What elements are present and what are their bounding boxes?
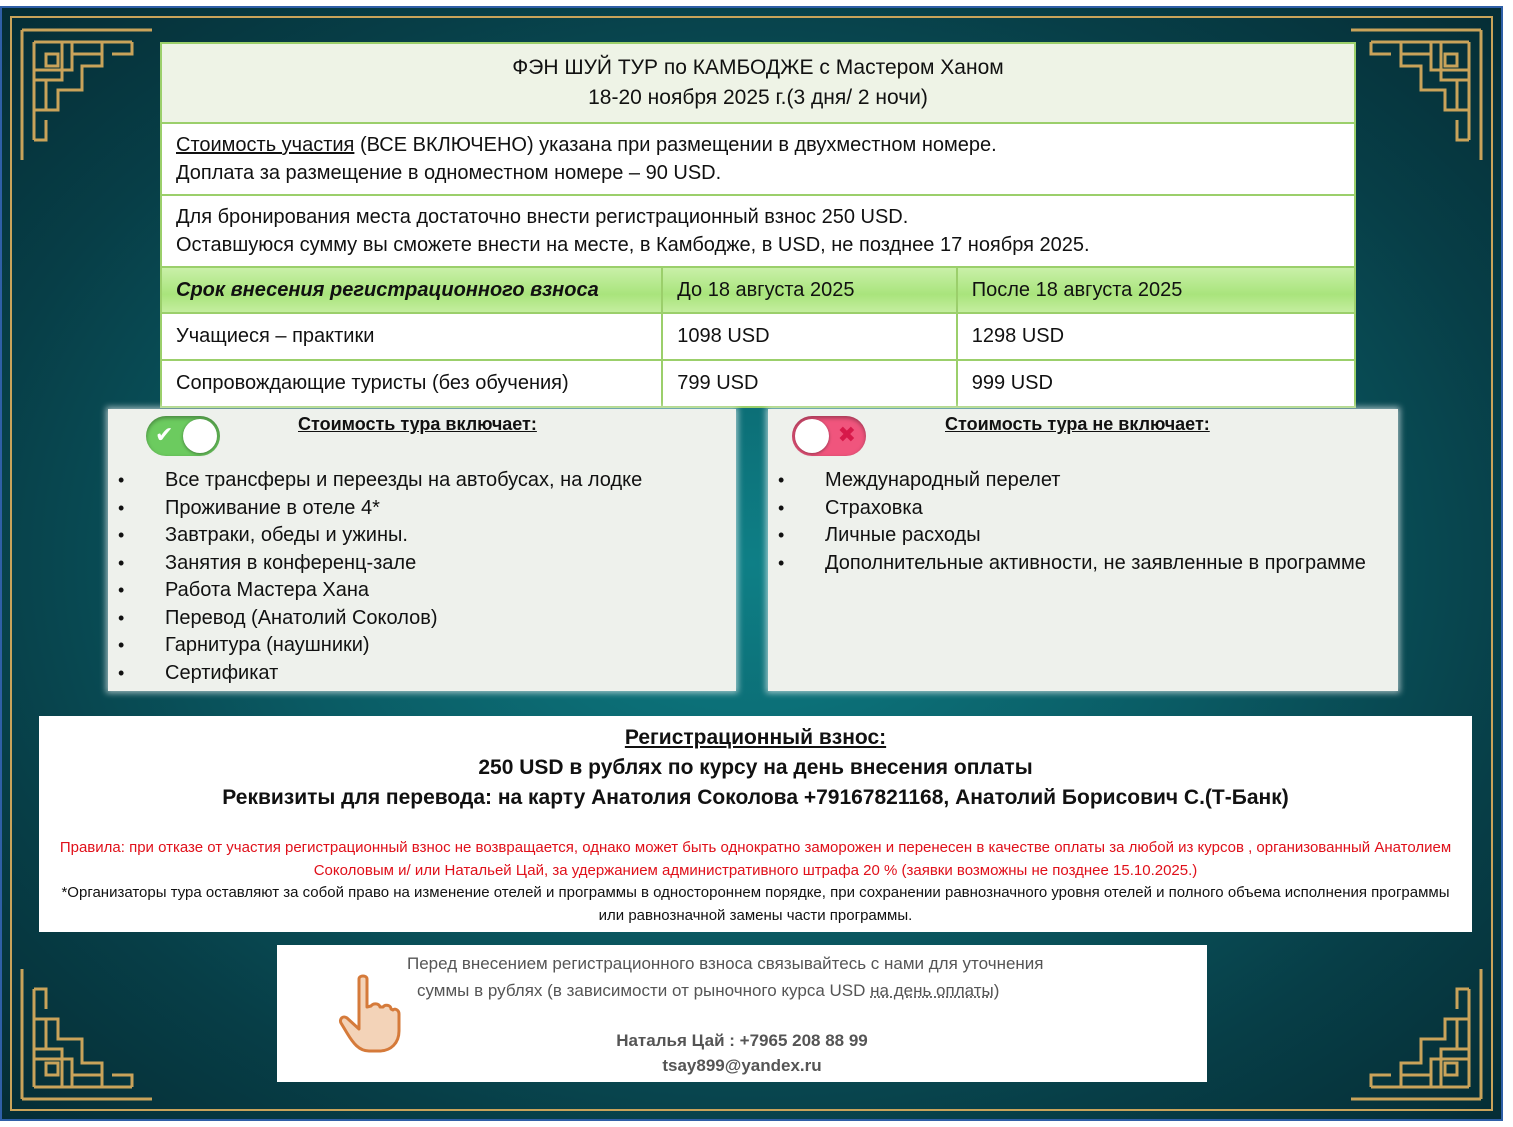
toggle-knob xyxy=(183,419,217,453)
contact-line2 xyxy=(417,981,999,1001)
corner-ornament-icon xyxy=(1341,959,1491,1109)
row-label: Учащиеся – практики xyxy=(161,313,662,360)
list-item: • Страховка xyxy=(778,495,1378,523)
includes-panel xyxy=(108,409,736,691)
toggle-knob xyxy=(795,419,829,453)
contact-panel xyxy=(277,945,1207,1082)
list-item: • Дополнительные активности, не заявленные в программе xyxy=(778,550,1378,578)
table-row xyxy=(161,313,1355,360)
list-item: • Сертификат xyxy=(118,660,718,688)
booking-line1: Для бронирования места достаточно внести регистрационный взнос 250 USD. xyxy=(176,206,909,228)
booking-line2: Оставшуюся сумму вы сможете внести на месте, в Камбодже, в USD, не позднее 17 ноября 2025. xyxy=(176,234,1090,256)
contact-email[interactable]: tsay899@yandex.ru xyxy=(662,1056,822,1075)
price-cell: 999 USD xyxy=(957,360,1355,407)
corner-ornament-icon xyxy=(12,20,162,170)
list-item: • Работа Мастера Хана xyxy=(118,577,718,605)
cost-label: Стоимость участия xyxy=(176,134,355,156)
list-item: • Личные расходы xyxy=(778,522,1378,550)
check-icon: ✔ xyxy=(155,422,174,447)
list-item: • Международный перелет xyxy=(778,467,1378,495)
price-cell: 1298 USD xyxy=(957,313,1355,360)
list-item: • Занятия в конференц-зале xyxy=(118,550,718,578)
registration-amount: 250 USD в рублях по курсу на день внесения оплаты xyxy=(478,756,1033,779)
price-cell: 1098 USD xyxy=(662,313,956,360)
list-item: • Гарнитура (наушники) xyxy=(118,632,718,660)
includes-toggle[interactable] xyxy=(146,416,220,456)
row-label: Сопровождающие туристы (без обучения) xyxy=(161,360,662,407)
price-header-before: До 18 августа 2025 xyxy=(662,267,956,313)
excludes-title: Стоимость тура не включает: xyxy=(945,414,1210,434)
contact-line1: Перед внесением регистрационного взноса связывайтесь с нами для уточнения xyxy=(407,954,1044,973)
list-item: • Все трансферы и переезды на автобусах, на лодке xyxy=(118,467,718,495)
contact-line2-dash: на день оплаты) xyxy=(870,981,1000,1000)
tour-title-line1: ФЭН ШУЙ ТУР по КАМБОДЖЕ с Мастером Ханом xyxy=(512,56,1004,79)
list-item: • Перевод (Анатолий Соколов) xyxy=(118,605,718,633)
booking-info xyxy=(161,195,1355,267)
payment-requisites: Реквизиты для перевода: на карту Анатолия Соколова +79167821168, Анатолий Борисович С.(Т-Банк) xyxy=(222,786,1289,809)
includes-list xyxy=(118,467,718,687)
cost-text: (ВСЕ ВКЛЮЧЕНО) указана при размещении в двухместном номере. xyxy=(354,134,997,156)
contact-name-phone[interactable]: Наталья Цай : +7965 208 88 99 xyxy=(616,1031,868,1050)
corner-ornament-icon xyxy=(1341,20,1491,170)
organizer-note: *Организаторы тура оставляют за собой право на изменение отелей и программы в одностороннем порядке, при сохранении равнозначного уровня отелей и полного объема исполнения программы или равнозначной замены части программы. xyxy=(61,884,1450,924)
includes-title: Стоимость тура включает: xyxy=(298,414,537,434)
cost-info xyxy=(161,123,1355,195)
list-item: • Завтраки, обеды и ужины. xyxy=(118,522,718,550)
tour-dates: 18-20 ноября 2025 г.(3 дня/ 2 ночи) xyxy=(588,86,928,109)
tour-info-table xyxy=(160,42,1356,408)
price-header-deadline: Срок внесения регистрационного взноса xyxy=(161,267,662,313)
price-header-after: После 18 августа 2025 xyxy=(957,267,1355,313)
excludes-panel xyxy=(768,409,1398,691)
registration-title: Регистрационный взнос: xyxy=(624,726,887,749)
corner-ornament-icon xyxy=(12,959,162,1109)
contact-line2-prefix: суммы в рублях (в зависимости от рыночного курса USD xyxy=(417,981,871,1000)
price-header-row xyxy=(161,267,1355,313)
excludes-toggle[interactable] xyxy=(792,416,866,456)
single-supplement: Доплата за размещение в одноместном номере – 90 USD. xyxy=(176,162,722,184)
registration-panel xyxy=(39,716,1472,932)
list-item: • Проживание в отеле 4* xyxy=(118,495,718,523)
cancellation-rules: Правила: при отказе от участия регистрационный взнос не возвращается, однако может быть однократно заморожен и перенесен в качестве оплаты за любой из курсов , организованный Анатолием Соколовым и/ или Натальей Цай, за удержанием административного штрафа 20 % (заявки возможны не позднее 15.10.2025.) xyxy=(59,839,1452,879)
excludes-list xyxy=(778,467,1378,577)
cross-icon: ✖ xyxy=(837,422,856,447)
price-cell: 799 USD xyxy=(662,360,956,407)
tour-title xyxy=(161,43,1355,123)
table-row xyxy=(161,360,1355,407)
